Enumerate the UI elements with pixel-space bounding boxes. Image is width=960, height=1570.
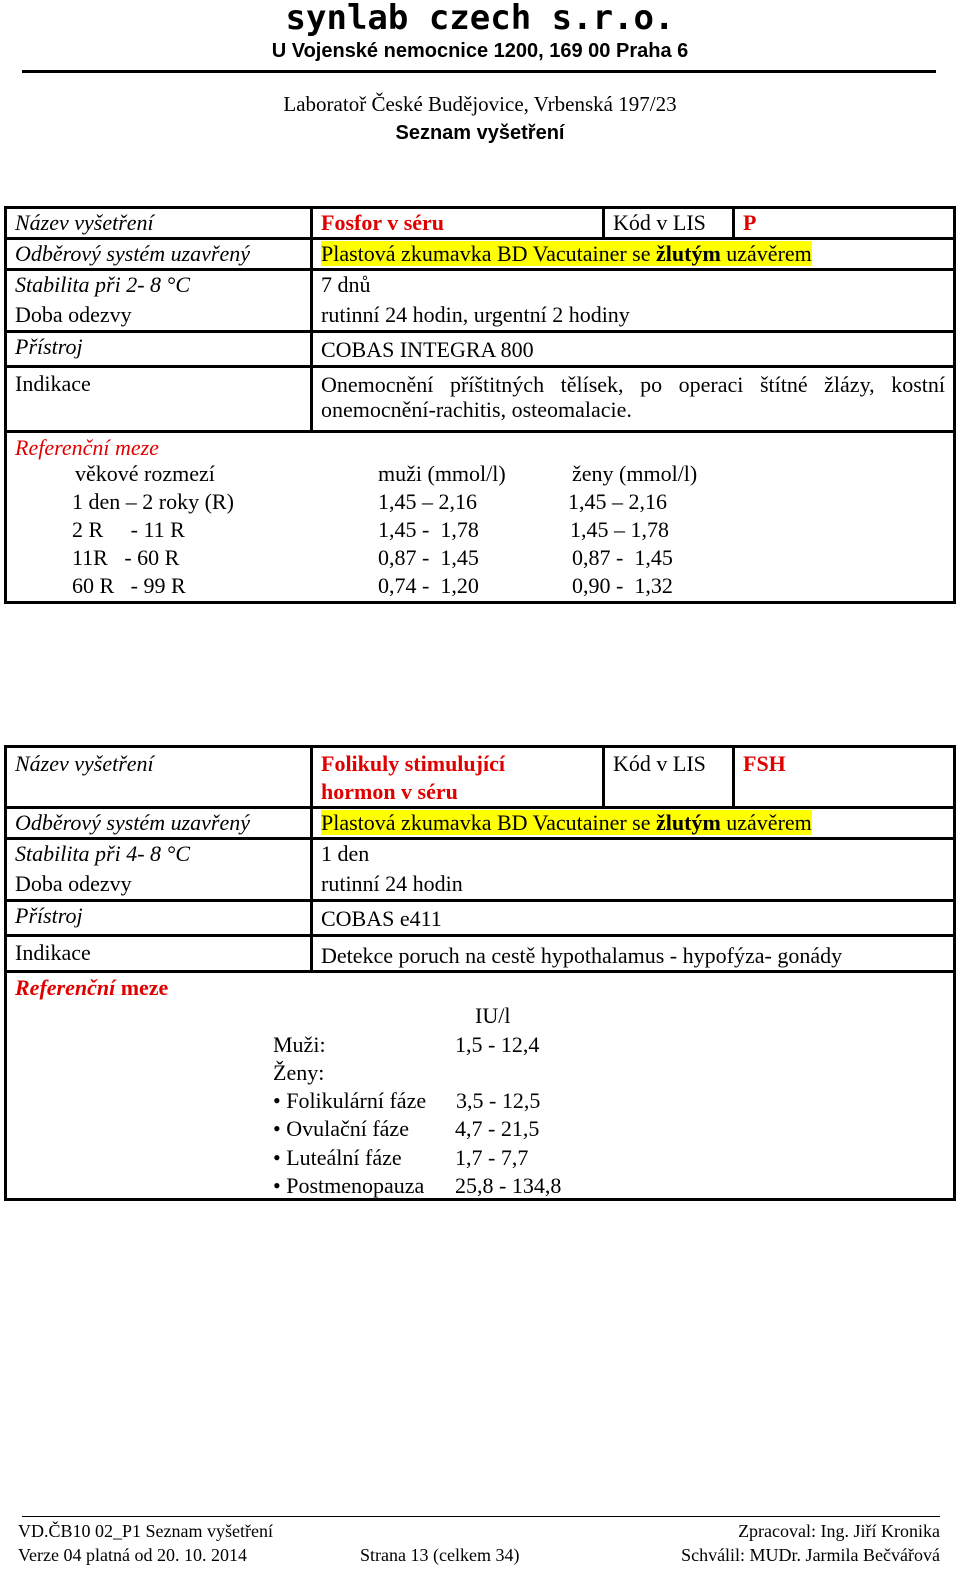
ref-row-men: 1,45 – 2,16	[378, 489, 477, 514]
ref-value-luteal: 1,7 - 7,7	[455, 1145, 529, 1170]
stability-value: 7 dnů	[312, 270, 955, 301]
ref-label-ovulation: • Ovulační fáze	[273, 1116, 409, 1141]
company-address: U Vojenské nemocnice 1200, 169 00 Praha 6	[271, 40, 689, 62]
ref-value-ovulation: 4,7 - 21,5	[455, 1116, 540, 1141]
indication-label: Indikace	[6, 367, 312, 432]
ref-row-women: 1,45 – 1,78	[570, 517, 669, 542]
company-name: synlab czech s.r.o.	[285, 0, 675, 38]
exam-name-label: Název vyšetření	[6, 208, 312, 239]
ref-row-men: 1,45 - 1,78	[378, 517, 479, 542]
ref-header-men: muži (mmol/l)	[378, 461, 506, 486]
collection-system-value	[312, 808, 955, 839]
response-time-value: rutinní 24 hodin, urgentní 2 hodiny	[321, 301, 630, 327]
ref-header-age: věkové rozmezí	[75, 461, 215, 486]
ref-value-follicular: 3,5 - 12,5	[456, 1088, 541, 1113]
ref-row-age: 11R - 60 R	[72, 545, 180, 570]
header-divider	[22, 70, 936, 73]
exam-name-label: Název vyšetření	[6, 747, 312, 808]
footer-version: Verze 04 platná od 20. 10. 2014	[18, 1545, 247, 1565]
lis-code-label: Kód v LIS	[604, 747, 734, 808]
ref-header-women: ženy (mmol/l)	[572, 461, 698, 486]
footer-approved: Schválil: MUDr. Jarmila Bečvářová	[681, 1545, 940, 1565]
exam-name-value: Fosfor v séru	[312, 208, 604, 239]
ref-row-age: 1 den – 2 roky (R)	[72, 489, 234, 514]
footer-doc-id: VD.ČB10 02_P1 Seznam vyšetření	[18, 1521, 273, 1541]
ref-label-postmenopause: • Postmenopauza	[273, 1173, 425, 1198]
collection-system-value	[312, 239, 955, 270]
reference-limits-label-rest: meze	[115, 975, 169, 1000]
ref-row-women: 1,45 – 2,16	[568, 489, 667, 514]
response-time-label: Doba odezvy	[6, 870, 312, 901]
ref-label-luteal: • Luteální fáze	[273, 1145, 402, 1170]
indication-label: Indikace	[6, 936, 312, 972]
ref-unit: IU/l	[475, 1003, 511, 1028]
collection-system-color: žlutým	[656, 241, 721, 266]
collection-system-suffix: uzávěrem	[720, 241, 812, 266]
footer-prepared: Zpracoval: Ing. Jiří Kronika	[738, 1521, 940, 1541]
reference-limits-label	[15, 974, 168, 1002]
lis-code-value: P	[743, 210, 757, 235]
indication-value: Onemocnění příštitných tělísek, po operaci štítné žlázy, kostní onemocnění-rachitis, osteomalacie.	[312, 367, 955, 432]
indication-value: Detekce poruch na cestě hypothalamus - hypofýza- gonády	[312, 936, 955, 972]
device-label: Přístroj	[6, 332, 312, 367]
ref-label-men: Muži:	[273, 1032, 326, 1057]
stability-label: Stabilita při 2- 8 °C	[6, 270, 312, 301]
ref-row-men: 0,87 - 1,45	[378, 545, 479, 570]
collection-system-suffix: uzávěrem	[720, 810, 812, 835]
reference-limits-label-italic: Referenční	[15, 975, 116, 1000]
ref-label-follicular: • Folikulární fáze	[273, 1088, 427, 1113]
exam-name-line1: Folikuly stimulující	[321, 751, 505, 776]
response-time-label: Doba odezvy	[6, 301, 312, 332]
collection-system-text: Plastová zkumavka BD Vacutainer se	[321, 810, 657, 835]
collection-system-text: Plastová zkumavka BD Vacutainer se	[321, 241, 657, 266]
ref-row-women: 0,87 - 1,45	[572, 545, 673, 570]
ref-row-women: 0,90 - 1,32	[572, 573, 673, 598]
footer-page: Strana 13 (celkem 34)	[360, 1545, 520, 1565]
lis-code-value: FSH	[743, 751, 786, 776]
ref-row-age: 60 R - 99 R	[72, 573, 186, 598]
lis-code-label: Kód v LIS	[604, 208, 734, 239]
device-value: COBAS e411	[312, 901, 955, 936]
footer-divider	[22, 1516, 940, 1517]
device-label: Přístroj	[6, 901, 312, 936]
response-time-value: rutinní 24 hodin	[321, 870, 463, 896]
ref-label-women: Ženy:	[273, 1060, 325, 1085]
document-title: Seznam vyšetření	[395, 122, 565, 144]
collection-system-color: žlutým	[656, 810, 721, 835]
stability-label: Stabilita při 4- 8 °C	[6, 839, 312, 870]
ref-row-age: 2 R - 11 R	[72, 517, 185, 542]
ref-value-postmenopause: 25,8 - 134,8	[455, 1173, 562, 1198]
laboratory-address: Laboratoř České Budějovice, Vrbenská 197/23	[283, 92, 677, 116]
device-value: COBAS INTEGRA 800	[312, 332, 955, 367]
collection-system-label: Odběrový systém uzavřený	[6, 239, 312, 270]
reference-limits-label: Referenční meze	[15, 435, 159, 460]
exam-name-line2: hormon v séru	[321, 779, 458, 804]
stability-value: 1 den	[312, 839, 955, 870]
collection-system-label: Odběrový systém uzavřený	[6, 808, 312, 839]
ref-value-men: 1,5 - 12,4	[455, 1032, 540, 1057]
ref-row-men: 0,74 - 1,20	[378, 573, 479, 598]
exam-name-value	[312, 747, 604, 808]
